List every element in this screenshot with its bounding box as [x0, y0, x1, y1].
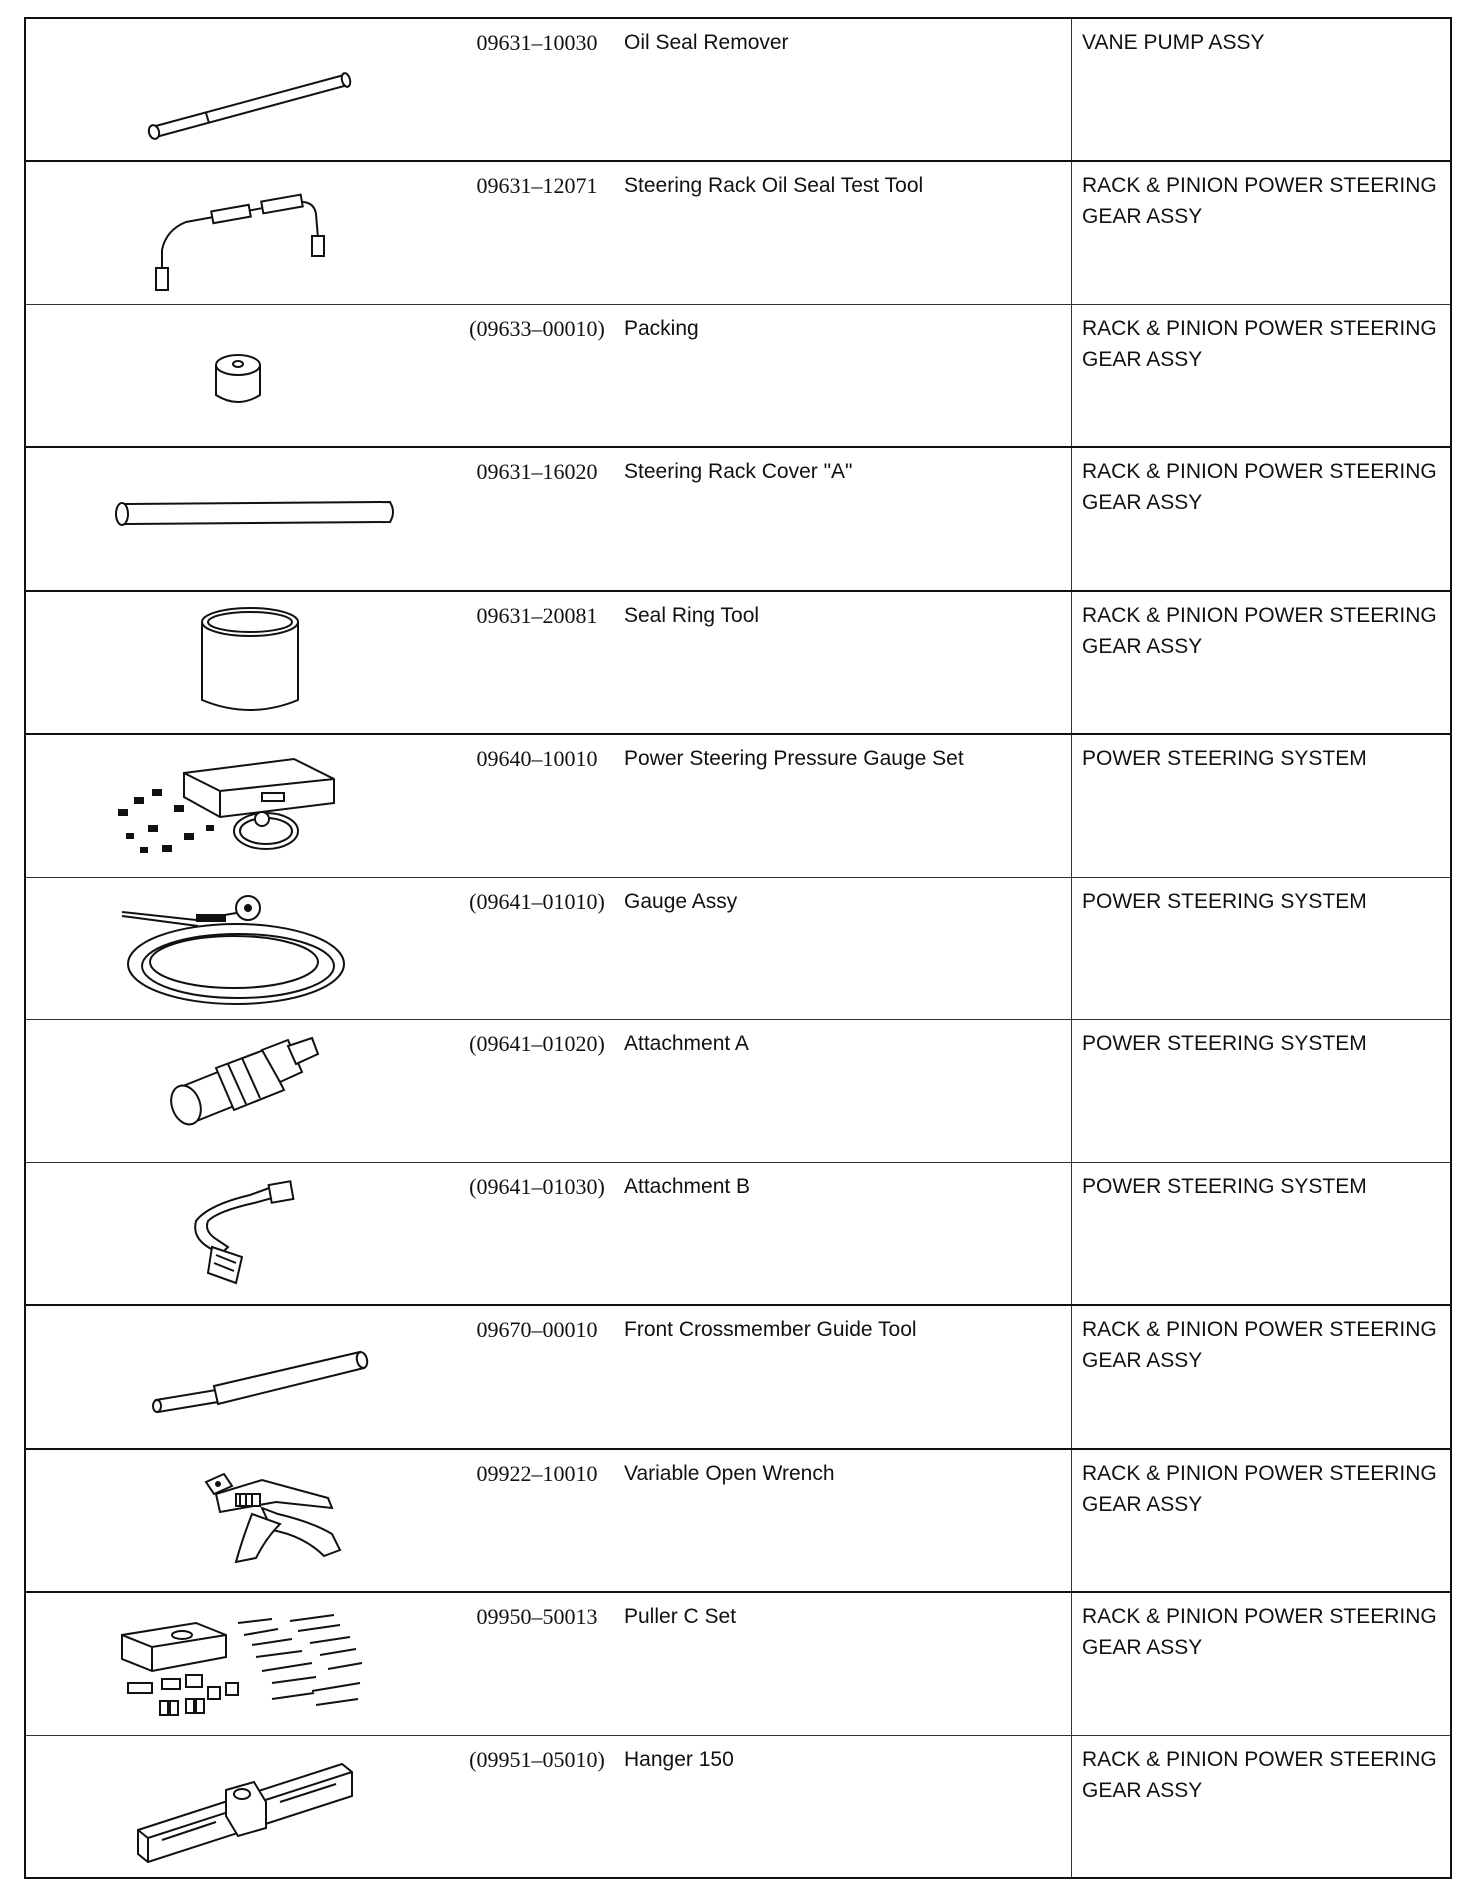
- attachment-a-icon: [66, 1028, 406, 1156]
- gauge-assy-icon: [66, 886, 406, 1014]
- tool-name: Attachment B: [624, 1174, 751, 1198]
- tool-usage: POWER STEERING SYSTEM: [1082, 1174, 1367, 1198]
- part-number: 09670–00010: [476, 1317, 598, 1343]
- packing-icon: [66, 313, 406, 441]
- tool-name: Attachment A: [624, 1032, 749, 1056]
- tool-name: Hanger 150: [624, 1747, 734, 1771]
- rod-tool-icon: [66, 27, 406, 155]
- table-row: [26, 1020, 1450, 1162]
- special-service-tools-table: [24, 17, 1452, 1879]
- table-row: [26, 1450, 1450, 1593]
- tool-name: Gauge Assy: [624, 889, 738, 913]
- tool-usage: RACK & PINION POWER STEERING GEAR ASSY: [1082, 1747, 1437, 1802]
- rack-cover-icon: [66, 456, 406, 584]
- part-number: 09922–10010: [476, 1460, 598, 1486]
- tool-name: Variable Open Wrench: [624, 1461, 835, 1485]
- table-row: [26, 19, 1450, 162]
- part-number: 09631–12071: [476, 173, 598, 199]
- part-number: 09631–16020: [476, 459, 598, 485]
- part-number: 09631–10030: [476, 30, 598, 55]
- tool-name: Seal Ring Tool: [624, 603, 760, 627]
- tool-usage: RACK & PINION POWER STEERING GEAR ASSY: [1082, 174, 1437, 229]
- table-row: [26, 1306, 1450, 1449]
- part-number: 09640–10010: [476, 746, 598, 772]
- part-number: (09951–05010): [469, 1746, 605, 1772]
- table-row: [26, 735, 1450, 877]
- part-number: 09950–50013: [476, 1604, 598, 1630]
- part-number: (09641–01010): [469, 888, 605, 914]
- tool-usage: RACK & PINION POWER STEERING GEAR ASSY: [1082, 1461, 1437, 1516]
- tool-usage: RACK & PINION POWER STEERING GEAR ASSY: [1082, 1605, 1437, 1660]
- seal-ring-icon: [66, 600, 406, 728]
- wrench-icon: [66, 1458, 406, 1586]
- tool-usage: VANE PUMP ASSY: [1082, 31, 1265, 54]
- tool-name: Puller C Set: [624, 1605, 737, 1629]
- table-row: [26, 448, 1450, 591]
- attachment-b-icon: [66, 1171, 406, 1299]
- table-row: [26, 1736, 1450, 1877]
- tool-name: Oil Seal Remover: [624, 31, 789, 54]
- part-number: 09631–20081: [476, 602, 598, 628]
- guide-tool-icon: [66, 1314, 406, 1442]
- tool-name: Packing: [624, 316, 699, 340]
- tool-usage: RACK & PINION POWER STEERING GEAR ASSY: [1082, 316, 1437, 371]
- puller-set-icon: [66, 1601, 406, 1729]
- tool-usage: RACK & PINION POWER STEERING GEAR ASSY: [1082, 460, 1437, 515]
- tool-usage: RACK & PINION POWER STEERING GEAR ASSY: [1082, 603, 1437, 658]
- hanger-icon: [66, 1744, 406, 1872]
- tool-name: Steering Rack Oil Seal Test Tool: [624, 174, 924, 198]
- gauge-set-icon: [66, 743, 406, 871]
- table-row: [26, 1163, 1450, 1306]
- part-number: (09641–01020): [469, 1031, 605, 1057]
- tool-name: Front Crossmember Guide Tool: [624, 1318, 917, 1342]
- tool-usage: POWER STEERING SYSTEM: [1082, 889, 1367, 913]
- tool-name: Power Steering Pressure Gauge Set: [624, 747, 964, 771]
- tool-name: Steering Rack Cover "A": [624, 460, 853, 484]
- tool-usage: POWER STEERING SYSTEM: [1082, 747, 1367, 771]
- test-tube-icon: [66, 170, 406, 298]
- table-row: [26, 162, 1450, 304]
- table-row: [26, 1593, 1450, 1735]
- part-number: (09633–00010): [469, 315, 605, 341]
- table-row: [26, 305, 1450, 448]
- part-number: (09641–01030): [469, 1173, 605, 1199]
- table-row: [26, 878, 1450, 1020]
- table-row: [26, 592, 1450, 735]
- tool-usage: RACK & PINION POWER STEERING GEAR ASSY: [1082, 1318, 1437, 1373]
- tool-usage: POWER STEERING SYSTEM: [1082, 1032, 1367, 1056]
